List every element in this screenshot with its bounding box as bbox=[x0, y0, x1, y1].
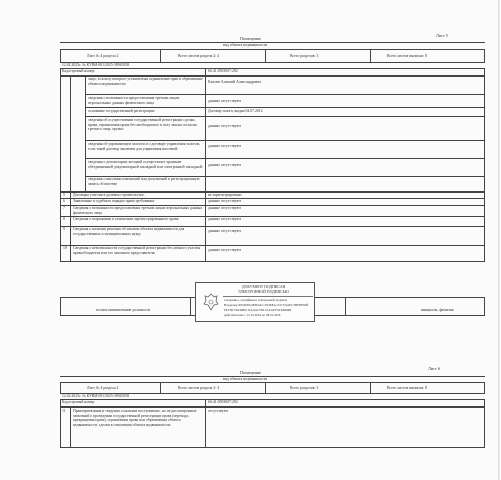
row-beneficiary-label: лицо, в пользу которого установлены ограничение прав и обременение объекта недвижимости: bbox=[88, 77, 203, 86]
sheet2-cadastral-label: Кадастровый номер: bbox=[62, 400, 96, 404]
row-5-number: 5 bbox=[63, 193, 65, 197]
footer-position-label: полное наименование должности bbox=[96, 308, 150, 312]
sheet2-cadastral-row bbox=[60, 399, 485, 407]
row-depositary-value: данные отсутствуют bbox=[208, 163, 242, 167]
row-11-label: Правопритязания и сведения о наличии поступивших, но не рассмотренных заявлений о проведении государственной регистрации права (перехода, прекращения права), ограничения права или обременения объекта недвижимости, сделки в отношении объекта недвижимости: bbox=[73, 409, 197, 427]
sheet2-date-number: 12.02.2025г. № КУВИ-001/2025-38940358 bbox=[62, 394, 130, 398]
coat-of-arms-icon bbox=[202, 292, 220, 312]
row-basis-value: Договор залога, выдан 04.07.2012 bbox=[208, 109, 263, 113]
document-title: Помещение bbox=[240, 36, 261, 41]
row-beneficiary-value: Ежелев Алмазий Александрович bbox=[208, 80, 262, 84]
document-subtitle: вид объекта недвижимости bbox=[223, 43, 268, 47]
row-6-value: данные отсутствуют bbox=[208, 199, 242, 203]
sheet2-header-sections: Всего разделов: 3 bbox=[290, 386, 319, 390]
row-9-value: данные отсутствуют bbox=[208, 229, 242, 233]
row-9-label: Сведения о наличии решения об изъятии объекта недвижимости для государственных и муниципальных нужд: bbox=[73, 227, 185, 236]
row-pledge-manager-value: данные отсутствуют bbox=[208, 144, 242, 148]
cadastral-value: 66:41:0503007:282 bbox=[208, 69, 238, 73]
row-personal-data-label: сведения о возможности предоставления третьим лицам персональных данных физического лица bbox=[88, 96, 180, 105]
row-11-number: 11 bbox=[62, 409, 66, 413]
row-pledge-manager-label: сведения об управляющем залогом и о договоре управления залогом, если такой договор заключен для управления ипотекой: bbox=[88, 142, 201, 151]
stamp-line-5: РЕГИСТРАЦИИ, КАДАСТРА И КАРТОГРАФИИ bbox=[224, 308, 292, 312]
row-5-label: Договоры участия в долевом строительстве: bbox=[73, 193, 145, 197]
stamp-line-1: ДОКУМЕНТ ПОДПИСАН bbox=[242, 285, 286, 289]
row-7-label: Сведения о возможности предоставления третьим лицам персональных данных физического лица bbox=[73, 206, 203, 215]
row-consent-label: сведения об осуществлении государственной регистрации сделки, права, ограничения права без необходимого в силу закона согласия третьего лица, органа: bbox=[88, 118, 197, 132]
sheet2-header-extract-sheets: Всего листов выписки: 8 bbox=[387, 386, 427, 390]
header-sheet-number: Лист № 4 раздела 2 bbox=[87, 54, 119, 58]
sheet-label: Лист 5 bbox=[436, 33, 448, 38]
row-consent-value: данные отсутствуют bbox=[208, 124, 242, 128]
row-7-number: 7 bbox=[63, 206, 65, 210]
header-extract-sheets: Всего листов выписки: 8 bbox=[387, 54, 427, 58]
header-total-sheets: Всего листов раздела 2: 4 bbox=[178, 54, 220, 58]
row-amendments-label: сведения о внесении изменений или дополнений в регистрационную запись об ипотеке bbox=[88, 177, 200, 186]
row-10-label: Сведения о невозможности государственной регистрации без личного участия правообладателя или его законного представителя: bbox=[73, 246, 201, 255]
row-10-value: данные отсутствуют bbox=[208, 248, 242, 252]
sheet2-header-total-sheets: Всего листов раздела 2: 4 bbox=[178, 386, 220, 390]
cadastral-row bbox=[60, 68, 485, 76]
sheet2-subtitle: вид объекта недвижимости bbox=[223, 377, 268, 381]
footer-initials-label: инициалы, фамилия bbox=[421, 308, 454, 312]
sheet2-cadastral-value: 66:41:0503007:282 bbox=[208, 400, 238, 404]
electronic-signature-stamp bbox=[195, 282, 315, 322]
stamp-line-2: ЭЛЕКТРОННОЙ ПОДПИСЬЮ bbox=[238, 290, 289, 294]
sheet2-header-sheet-number: Лист № 4 раздела 2 bbox=[87, 386, 119, 390]
row-8-number: 8 bbox=[63, 217, 65, 221]
sheet2-label: Лист 6 bbox=[428, 366, 440, 371]
row-9-number: 9 bbox=[63, 227, 65, 231]
row-basis-label: основание государственной регистрации: bbox=[88, 109, 156, 113]
cadastral-label: Кадастровый номер: bbox=[62, 69, 96, 73]
row-6-label: Заявленные в судебном порядке права требования: bbox=[73, 199, 155, 203]
sheet2-title: Помещение bbox=[240, 370, 261, 375]
row-6-number: 6 bbox=[63, 199, 65, 203]
row-personal-data-value: данные отсутствуют bbox=[208, 99, 242, 103]
row-7-value: данные отсутствуют bbox=[208, 206, 242, 210]
header-sections: Всего разделов: 3 bbox=[290, 54, 319, 58]
row-11-value: отсутствуют bbox=[208, 409, 229, 413]
row-depositary-label: сведения о депозитарии, который осуществляет хранение обездвиженной документарной закладной или электронной закладной: bbox=[88, 160, 203, 169]
stamp-line-4: Владелец: ФЕДЕРАЛЬНАЯ СЛУЖБА ГОСУДАРСТВЕННОЙ bbox=[224, 303, 309, 307]
row-8-label: Сведения о возражении в отношении зарегистрированного права: bbox=[73, 217, 180, 221]
date-number: 12.02.2025г. № КУВИ-001/2025-38940358 bbox=[62, 63, 130, 67]
row-10-number: 10 bbox=[63, 246, 67, 250]
row-5-value: не зарегистрировано bbox=[208, 193, 242, 197]
title-rule bbox=[60, 42, 485, 43]
row-8-value: данные отсутствуют bbox=[208, 217, 242, 221]
stamp-line-3: Сведения о сертификате электронной подписи bbox=[224, 298, 288, 302]
stamp-line-6: Действителен: с 15.10.2024 по 08.01.2026 bbox=[224, 313, 281, 317]
